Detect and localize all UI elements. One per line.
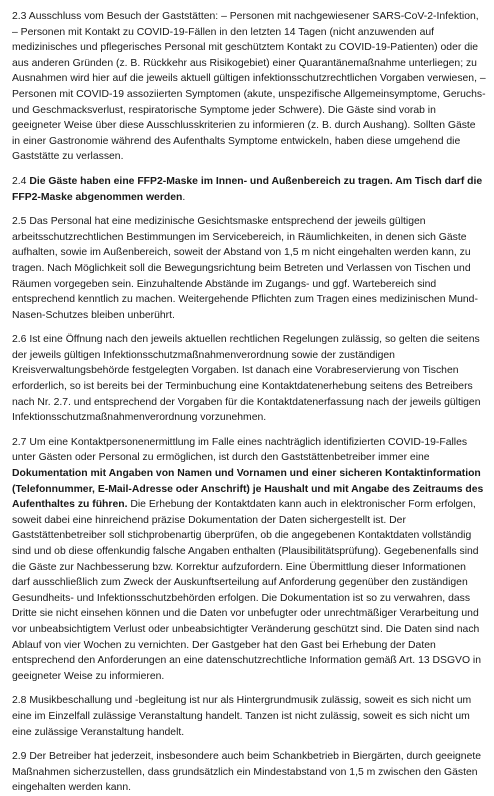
paragraph-2-7 bbox=[12, 435, 486, 685]
paragraph-2-6 bbox=[12, 332, 486, 426]
paragraph-text: . bbox=[182, 191, 186, 203]
paragraph-text: 2.9 Der Betreiber hat jederzeit, insbesondere auch beim Schankbetrieb in Biergärten, durch geeignete Maßnahmen sicherzustellen, dass grundsätzlich ein Mindestabstand von 1,5 m zwischen den Gästen eingehalten werden kann. bbox=[12, 751, 482, 794]
paragraph-text: 2.5 Das Personal hat eine medizinische Gesichtsmaske entsprechend der jeweils gültigen arbeitsschutzrechtlichen Bestimmungen im Servicebereich, in Räumlichkeiten, in denen sich Gäste aufhalten, sowie im Außenbereich, soweit der Abstand von 1,5 m nicht eingehalten werden kann, zu tragen. Nach Möglichkeit soll die Bewegungsrichtung beim Betreten und Verlassen von Tischen und Räumen vorgegeben sein. Einzuhaltende Abstände im Zugangs- und ggf. Wartebereich sind entsprechend kenntlich zu machen. Weitergehende Pflichten zum Tragen eines medizinischen Mund-Nasen-Schutzes bleiben unberührt. bbox=[12, 216, 478, 321]
paragraph-text: Die Erhebung der Kontaktdaten kann auch in elektronischer Form erfolgen, soweit dabei eine hinreichend präzise Dokumentation der Daten sichergestellt ist. Der Gaststättenbetreiber soll stichprobenartig überprüfen, ob die angegebenen Kontaktdaten vollständig sind und ob diese offenkundig falsche Angaben enthalten (Plausibilitätsprüfung). Gegebenenfalls sind die Gäste zur Nachbesserung bzw. Korrektur aufzufordern. Eine Übermittlung dieser Informationen darf ausschließlich zum Zweck der Auskunftserteilung auf Anforderung gegenüber den zuständigen Gesundheits- und Infektionsschutzbehörden erfolgen. Die Dokumentation ist so zu verwahren, dass Dritte sie nicht einsehen können und die Daten vor unbefugter oder unrechtmäßiger Verarbeitung und vor unbeabsichtigtem Verlust oder unbeabsichtigter Veränderung geschützt sind. Die Daten sind nach Ablauf von vier Wochen zu vernichten. Der Gastgeber hat den Gast bei Erhebung der Daten entsprechend den Anforderungen an eine datenschutzrechtliche Information gemäß Art. 13 DSGVO in geeigneter Weise zu informieren. bbox=[12, 499, 482, 682]
paragraph-2-4 bbox=[12, 174, 486, 205]
paragraph-2-3 bbox=[12, 9, 486, 165]
bold-documentation-requirement: Dokumentation mit Angaben von Namen und Vornamen und einer sicheren Kontaktinformation (Telefonnummer, E-Mail-Adresse oder Anschrift) je Haushalt und mit Angabe des Zeitraums des Aufenthaltes zu führen. bbox=[12, 468, 484, 511]
bold-ffp2-requirement: Die Gäste haben eine FFP2-Maske im Innen- und Außenbereich zu tragen. Am Tisch darf die FFP2-Maske abgenommen werden bbox=[12, 175, 483, 203]
paragraph-2-9 bbox=[12, 749, 486, 796]
paragraph-text: 2.7 Um eine Kontaktpersonenermittlung im Falle eines nachträglich identifizierten COVID-19-Falles unter Gästen oder Personal zu ermöglichen, ist durch den Gaststättenbetreiber immer eine bbox=[12, 436, 468, 464]
section-number: 2.4 bbox=[12, 175, 30, 187]
paragraph-text: 2.8 Musikbeschallung und -begleitung ist nur als Hintergrundmusik zulässig, soweit es sich nicht um eine im Einzelfall zulässige Veranstaltung handelt. Tanzen ist nicht zulässig, soweit es sich nicht um eine zulässige Veranstaltung handelt. bbox=[12, 695, 472, 738]
paragraph-2-5 bbox=[12, 214, 486, 323]
paragraph-text: 2.6 Ist eine Öffnung nach den jeweils aktuellen rechtlichen Regelungen zulässig, so gelten die seitens der jeweils gültigen Infektionsschutzmaßnahmenverordnung sowie der zuständigen Kreisverwaltungsbehörde festgelegten Vorgaben. Ist danach eine Vorabreservierung von Tischen erforderlich, so ist bereits bei der Terminbuchung eine Kontaktdatenerhebung seitens des Betreibers nach Nr. 2.7. und entsprechend der Vorgaben für die Kontaktdatenerfassung nach der jeweils gültigen Infektionsschutzmaßnahmenverordnung vorzunehmen. bbox=[12, 334, 481, 424]
paragraph-text: 2.3 Ausschluss vom Besuch der Gaststätten: – Personen mit nachgewiesener SARS-CoV-2-Infektion, – Personen mit Kontakt zu COVID-19-Fällen in den letzten 14 Tagen (nicht anzuwenden auf medizinisches und pflegerisches Personal mit geschütztem Kontakt zu COVID-19-Patienten) oder die aus anderen Gründen (z. B. Rückkehr aus Risikogebiet) einer Quarantänemaßnahme unterliegen; zu Ausnahmen wird hier auf die jeweils aktuell gültigen infektionsschutzrechtlichen Vorgaben verwiesen, – Personen mit COVID-19 assoziierten Symptomen (akute, unspezifische Allgemeinsymptome, Geruchs- und Geschmacksverlust, respiratorische Symptome jeder Schwere). Die Gäste sind vorab in geeigneter Weise über diese Ausschlusskriterien zu informieren (z. B. durch Aushang). Sollten Gäste in einer Gastronomie während des Aufenthalts Symptome entwickeln, haben diese umgehend die Gaststätte zu verlassen. bbox=[12, 11, 486, 163]
paragraph-2-8 bbox=[12, 693, 486, 740]
